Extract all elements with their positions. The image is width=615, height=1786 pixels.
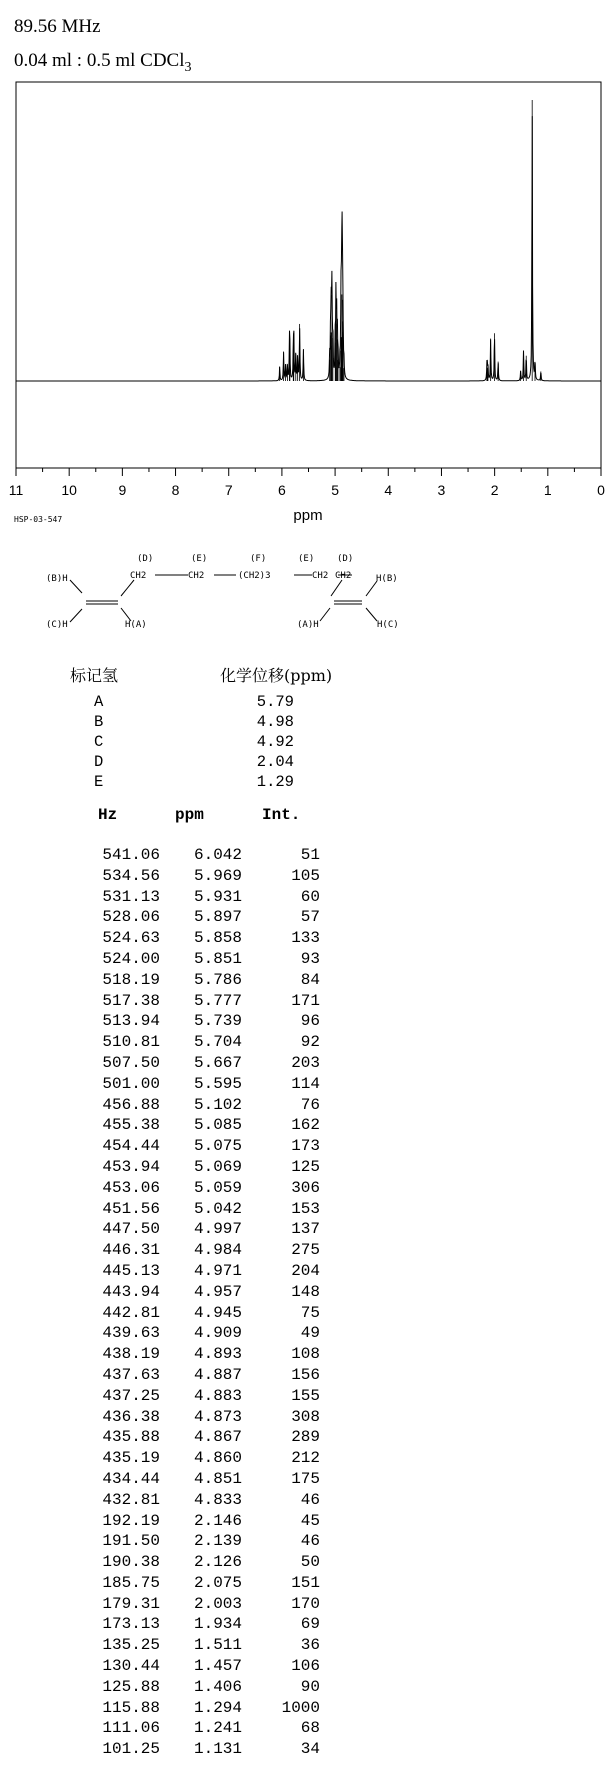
peak-int: 155 [291, 1386, 320, 1405]
peak-int: 49 [300, 1324, 320, 1343]
peak-hz: 445.13 [102, 1261, 160, 1280]
peak-ppm: 2.126 [193, 1553, 242, 1572]
peak-ppm: 2.075 [193, 1573, 242, 1592]
peak-row [80, 992, 340, 1013]
peak-ppm: 5.777 [193, 991, 242, 1010]
x-tick-label: 3 [437, 482, 446, 498]
peak-int: 137 [291, 1220, 320, 1239]
peak-hz: 435.19 [102, 1449, 160, 1468]
x-tick-label: 5 [331, 482, 339, 498]
peak-int: 51 [300, 846, 320, 864]
x-tick-label: 8 [171, 482, 180, 498]
struct-label-ch2-4: CH2 [312, 571, 329, 581]
assignment-row [94, 713, 334, 733]
peak-row [80, 1470, 340, 1491]
peak-ppm: 4.873 [193, 1407, 242, 1426]
peak-ppm: 1.457 [193, 1657, 242, 1676]
peak-hz: 439.63 [102, 1324, 160, 1343]
peak-row [80, 1719, 340, 1740]
peak-row [80, 950, 340, 971]
peak-ppm: 2.139 [193, 1532, 242, 1551]
peak-row [80, 1366, 340, 1387]
struct-label-e2: (E) [298, 554, 315, 564]
peak-row [80, 1096, 340, 1117]
peak-hz: 442.81 [102, 1303, 160, 1322]
peak-hz: 510.81 [102, 1033, 160, 1052]
peak-ppm: 5.059 [193, 1178, 242, 1197]
peak-int: 204 [291, 1261, 320, 1280]
peak-int: 90 [300, 1677, 320, 1696]
peak-int: 45 [300, 1511, 320, 1530]
peak-hz: 513.94 [102, 1012, 160, 1031]
peak-row [80, 1678, 340, 1699]
peak-ppm: 2.003 [193, 1594, 242, 1613]
peak-ppm: 4.833 [193, 1490, 242, 1509]
peak-int: 151 [291, 1573, 320, 1592]
peak-row [80, 1179, 340, 1200]
peak-row [80, 1158, 340, 1179]
struct-label-hb: H(B) [376, 574, 398, 584]
peak-hz: 436.38 [102, 1407, 160, 1426]
peak-ppm: 5.969 [193, 866, 242, 885]
peak-hz: 531.13 [102, 887, 160, 906]
peak-row [80, 1345, 340, 1366]
peak-int: 93 [300, 949, 320, 968]
peak-int: 34 [300, 1740, 320, 1759]
peak-int: 84 [300, 970, 320, 989]
peak-int: 75 [300, 1303, 320, 1322]
peak-hz: 541.06 [102, 846, 160, 864]
peak-ppm: 5.704 [193, 1033, 242, 1052]
peak-row [80, 1012, 340, 1033]
peak-row [80, 1428, 340, 1449]
peak-hz: 524.63 [102, 929, 160, 948]
peak-row [80, 1033, 340, 1054]
peak-ppm: 4.887 [193, 1365, 242, 1384]
peak-table [80, 846, 340, 1761]
peak-hz: 185.75 [102, 1573, 160, 1592]
struct-label-f: (F) [250, 554, 267, 564]
peak-ppm: 1.131 [193, 1740, 242, 1759]
peak-int: 76 [300, 1095, 320, 1114]
peak-hz: 517.38 [102, 991, 160, 1010]
spectrometer-frequency: 89.56 MHz [14, 16, 101, 37]
peak-row [80, 1075, 340, 1096]
peak-ppm: 5.102 [193, 1095, 242, 1114]
peak-int: 69 [300, 1615, 320, 1634]
peak-row [80, 1615, 340, 1636]
struct-label-d1: (D) [137, 554, 154, 564]
peak-row [80, 929, 340, 950]
peak-int: 96 [300, 1012, 320, 1031]
x-tick-label: 4 [384, 482, 393, 498]
peak-ppm: 2.146 [193, 1511, 242, 1530]
peak-hz: 455.38 [102, 1116, 160, 1135]
peak-ppm: 5.075 [193, 1137, 242, 1156]
peak-ppm: 4.997 [193, 1220, 242, 1239]
peak-row [80, 1491, 340, 1512]
peak-row [80, 1054, 340, 1075]
struct-label-ch2-2: CH2 [188, 571, 205, 581]
assignment-label: B [94, 713, 104, 731]
spectrum-code: HSP-03-547 [14, 515, 63, 524]
assignment-row [94, 753, 334, 773]
peak-ppm: 5.858 [193, 929, 242, 948]
assignment-label: D [94, 753, 104, 771]
peak-int: 106 [291, 1657, 320, 1676]
peak-int: 50 [300, 1553, 320, 1572]
struct-label-ha: H(A) [125, 620, 147, 630]
struct-label-ch2-1: CH2 [130, 571, 147, 581]
peak-hz: 130.44 [102, 1657, 160, 1676]
peak-int: 275 [291, 1241, 320, 1260]
peak-int: 1000 [281, 1698, 320, 1717]
peak-hz: 524.00 [102, 949, 160, 968]
peak-row [80, 1574, 340, 1595]
peak-ppm: 5.739 [193, 1012, 242, 1031]
peak-ppm: 5.085 [193, 1116, 242, 1135]
peak-int: 108 [291, 1345, 320, 1364]
assignment-label: E [94, 773, 104, 791]
peak-ppm: 1.241 [193, 1719, 242, 1738]
peak-row [80, 1512, 340, 1533]
peak-hz: 446.31 [102, 1241, 160, 1260]
peak-row [80, 1408, 340, 1429]
x-tick-label: 2 [490, 482, 499, 498]
peak-hz: 192.19 [102, 1511, 160, 1530]
struct-label-hc: H(C) [377, 620, 399, 630]
peak-hz: 435.88 [102, 1428, 160, 1447]
peak-int: 36 [300, 1636, 320, 1655]
peak-row [80, 1283, 340, 1304]
peak-int: 125 [291, 1157, 320, 1176]
peak-hz: 453.94 [102, 1157, 160, 1176]
peak-hz: 173.13 [102, 1615, 160, 1634]
peak-int: 203 [291, 1053, 320, 1072]
peak-hz: 115.88 [102, 1698, 160, 1717]
assignment-header-label: 标记氢 [70, 666, 119, 685]
peak-hz: 432.81 [102, 1490, 160, 1509]
peak-ppm: 5.667 [193, 1053, 242, 1072]
peak-int: 173 [291, 1137, 320, 1156]
x-tick-label: 10 [61, 482, 77, 498]
assignment-row [94, 733, 334, 753]
structure-bonds [70, 575, 377, 622]
peak-row [80, 1532, 340, 1553]
peak-row [80, 1116, 340, 1137]
peak-ppm: 4.883 [193, 1386, 242, 1405]
peak-int: 148 [291, 1282, 320, 1301]
peak-header-ppm: ppm [175, 806, 204, 824]
peak-int: 212 [291, 1449, 320, 1468]
peak-ppm: 4.909 [193, 1324, 242, 1343]
assignment-header-shift: 化学位移(ppm) [220, 666, 333, 685]
x-tick-label: 0 [597, 482, 605, 498]
peak-hz: 451.56 [102, 1199, 160, 1218]
peak-ppm: 1.934 [193, 1615, 242, 1634]
struct-label-ch: (C)H [46, 620, 68, 630]
peak-hz: 534.56 [102, 866, 160, 885]
peak-hz: 434.44 [102, 1469, 160, 1488]
peak-row [80, 888, 340, 909]
peak-row [80, 1241, 340, 1262]
peak-ppm: 5.786 [193, 970, 242, 989]
peak-int: 114 [291, 1074, 320, 1093]
peak-hz: 125.88 [102, 1677, 160, 1696]
solvent-subscript: 3 [184, 59, 192, 75]
peak-hz: 437.25 [102, 1386, 160, 1405]
x-axis-label: ppm [293, 507, 323, 524]
peak-ppm: 6.042 [193, 846, 242, 864]
struct-label-ch2-5: CH2 [335, 571, 352, 581]
peak-row [80, 971, 340, 992]
peak-hz: 528.06 [102, 908, 160, 927]
peak-int: 60 [300, 887, 320, 906]
peak-ppm: 4.851 [193, 1469, 242, 1488]
assignment-label: C [94, 733, 104, 751]
struct-label-e1: (E) [191, 554, 208, 564]
peak-row [80, 1449, 340, 1470]
peak-ppm: 4.984 [193, 1241, 242, 1260]
peak-row [80, 1553, 340, 1574]
peak-int: 92 [300, 1033, 320, 1052]
peak-row [80, 1699, 340, 1720]
assignment-label: A [94, 693, 104, 711]
peak-header-int: Int. [262, 806, 301, 824]
peak-hz: 101.25 [102, 1740, 160, 1759]
peak-ppm: 4.860 [193, 1449, 242, 1468]
peak-ppm: 1.294 [193, 1698, 242, 1717]
peak-hz: 191.50 [102, 1532, 160, 1551]
peak-row [80, 1595, 340, 1616]
peak-int: 156 [291, 1365, 320, 1384]
struct-label-bh: (B)H [46, 574, 68, 584]
peak-ppm: 5.042 [193, 1199, 242, 1218]
assignment-shift: 2.04 [256, 753, 294, 771]
peak-int: 175 [291, 1469, 320, 1488]
peak-row [80, 1636, 340, 1657]
peak-ppm: 5.851 [193, 949, 242, 968]
peak-int: 170 [291, 1594, 320, 1613]
structure-diagram [0, 0, 615, 660]
peak-hz: 501.00 [102, 1074, 160, 1093]
peak-int: 46 [300, 1532, 320, 1551]
assignment-shift: 5.79 [256, 693, 294, 711]
peak-ppm: 5.069 [193, 1157, 242, 1176]
peak-hz: 443.94 [102, 1282, 160, 1301]
peak-hz: 447.50 [102, 1220, 160, 1239]
peak-ppm: 5.897 [193, 908, 242, 927]
peak-ppm: 4.893 [193, 1345, 242, 1364]
peak-int: 153 [291, 1199, 320, 1218]
assignment-shift: 4.92 [256, 733, 294, 751]
assignment-row [94, 773, 334, 793]
peak-row [80, 1262, 340, 1283]
peak-int: 46 [300, 1490, 320, 1509]
peak-hz: 453.06 [102, 1178, 160, 1197]
peak-ppm: 1.511 [193, 1636, 242, 1655]
peak-header-hz: Hz [98, 806, 118, 824]
peak-int: 68 [300, 1719, 320, 1738]
peak-ppm: 4.945 [193, 1303, 242, 1322]
solvent-text: 0.04 ml : 0.5 ml CDCl [14, 50, 185, 71]
peak-int: 306 [291, 1178, 320, 1197]
peak-hz: 437.63 [102, 1365, 160, 1384]
peak-hz: 456.88 [102, 1095, 160, 1114]
peak-int: 105 [291, 866, 320, 885]
peak-row [80, 867, 340, 888]
peak-row [80, 1324, 340, 1345]
peak-int: 308 [291, 1407, 320, 1426]
peak-hz: 179.31 [102, 1594, 160, 1613]
peak-row [80, 1137, 340, 1158]
peak-hz: 438.19 [102, 1345, 160, 1364]
peak-row [80, 908, 340, 929]
peak-ppm: 5.931 [193, 887, 242, 906]
struct-label-ch2-3: (CH2)3 [238, 571, 271, 581]
peak-int: 289 [291, 1428, 320, 1447]
peak-hz: 454.44 [102, 1137, 160, 1156]
peak-hz: 507.50 [102, 1053, 160, 1072]
peak-row [80, 1200, 340, 1221]
peak-row [80, 1740, 340, 1761]
assignment-shift: 4.98 [256, 713, 294, 731]
peak-row [80, 1387, 340, 1408]
assignment-shift: 1.29 [256, 773, 294, 791]
x-tick-label: 1 [543, 482, 552, 498]
x-tick-label: 11 [8, 482, 24, 498]
peak-ppm: 1.406 [193, 1677, 242, 1696]
x-tick-label: 9 [118, 482, 127, 498]
struct-label-d2: (D) [337, 554, 354, 564]
peak-int: 57 [300, 908, 320, 927]
peak-row [80, 846, 340, 867]
peak-int: 162 [291, 1116, 320, 1135]
peak-row [80, 1657, 340, 1678]
peak-int: 133 [291, 929, 320, 948]
x-tick-label: 7 [224, 482, 233, 498]
peak-row [80, 1304, 340, 1325]
assignment-row [94, 693, 334, 713]
peak-ppm: 4.867 [193, 1428, 242, 1447]
peak-ppm: 4.957 [193, 1282, 242, 1301]
peak-hz: 518.19 [102, 970, 160, 989]
peak-hz: 135.25 [102, 1636, 160, 1655]
peak-hz: 190.38 [102, 1553, 160, 1572]
peak-ppm: 4.971 [193, 1261, 242, 1280]
peak-row [80, 1220, 340, 1241]
struct-label-ah: (A)H [297, 620, 319, 630]
peak-int: 171 [291, 991, 320, 1010]
peak-hz: 111.06 [102, 1719, 160, 1738]
peak-ppm: 5.595 [193, 1074, 242, 1093]
x-tick-label: 6 [278, 482, 286, 498]
structure-labels [46, 554, 399, 630]
